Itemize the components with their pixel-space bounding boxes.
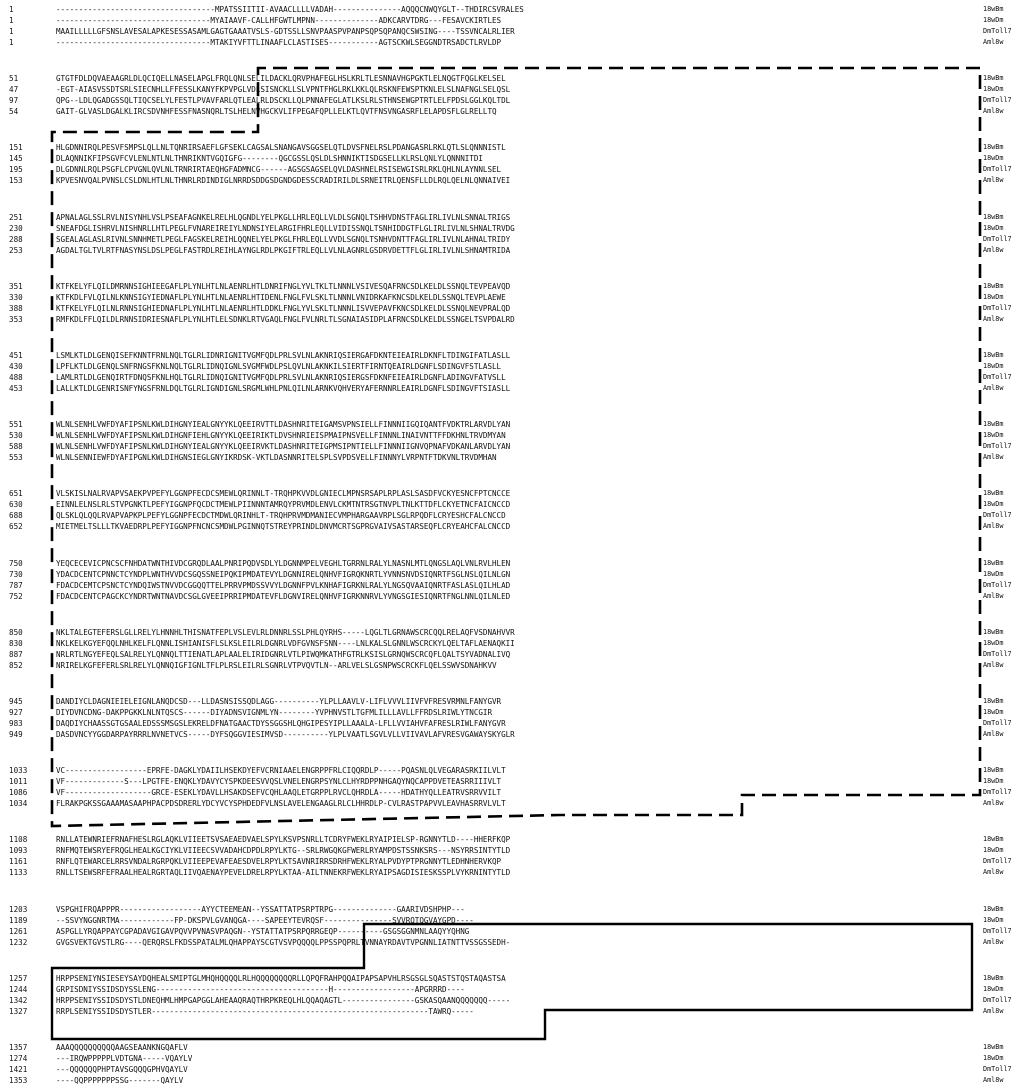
residue-number: 652	[9, 522, 23, 532]
alignment-row	[0, 292, 1029, 303]
sequence-segment: NRLRTLNGYEFEQLSALRELYLQNNQLTTIENATLAPLAALELIRIDGNRLVTLPIWQMKATHFGTRLKSISLGRNQWSCRCQFLQALTSYVADNALIVQ	[56, 649, 511, 659]
sequence-name: DmToll7	[983, 373, 1012, 381]
alignment-row	[0, 142, 1029, 153]
residue-number: 288	[9, 234, 23, 244]
sequence-name: Aml8w	[983, 107, 1004, 116]
sequence-name: DmToll7	[983, 27, 1012, 35]
sequence-segment: ----------------------------------MTAKIYVFTTLINAAFLCLASTISES-----------AGTSCKWLSEGGNDTRSADCTLRVLDP	[56, 38, 502, 47]
residue-number: 651	[9, 489, 23, 499]
sequence-segment: VSPGHIFRQAPPPR------------------AYYCTEEMEAN--YSSATTATPSRPTRPG--------------GAARIVDSHPHP---	[56, 904, 465, 914]
alignment-row	[0, 707, 1029, 718]
sequence-name: Aml8w	[983, 314, 1004, 323]
sequence-name: DmToll7	[983, 580, 1012, 589]
residue-number: 752	[9, 591, 23, 601]
residue-number: 253	[9, 245, 23, 255]
alignment-row	[0, 984, 1029, 995]
alignment-row	[0, 441, 1029, 452]
residue-number: 852	[9, 660, 23, 670]
residue-number: 430	[9, 362, 23, 371]
residue-number: 1232	[9, 937, 28, 947]
alignment-row	[0, 383, 1029, 394]
sequence-segment: GAIT-GLVASLDGALKLIRCSDVNHFESSFNASNQRLTSLHELNVHGCKVLIFPEGAFQPLLELKTLQVTFNSVNGASRFLELAPDSFLGLRELLTQ	[56, 107, 497, 117]
alignment-row	[0, 212, 1029, 223]
sequence-segment: RNLLATEWNRIEFRNAFHESLRGLAQKLVIIEETSVSAEAEDVAELSPYLKSVPSNRLLTCDRYFWEKLRYAIPIELSP-RGNNYTLD----HHERFKQP	[56, 835, 511, 845]
alignment-row	[0, 798, 1029, 809]
residue-number: 388	[9, 303, 23, 313]
alignment-row	[0, 696, 1029, 707]
residue-number: 850	[9, 627, 23, 637]
alignment-row	[0, 452, 1029, 463]
residue-number: 1033	[9, 766, 28, 776]
sequence-name: 18wDm	[983, 292, 1004, 301]
sequence-name: Aml8w	[983, 1076, 1004, 1084]
sequence-name: DmToll7	[983, 857, 1012, 866]
residue-number: 1161	[9, 857, 28, 867]
alignment-row	[0, 729, 1029, 740]
sequence-segment: VLSKISLNALRVAPVSAEKPVPEFYLGGNPFECDCSMEWLQRINNLT-TRQHPKVVDLGNIECLMPNSRSAPLRPLASLSASDFVCKYESNCFPTCNCCE	[56, 489, 511, 499]
residue-number: 51	[9, 74, 19, 84]
sequence-name: 18wDm	[983, 638, 1004, 647]
alignment-row	[0, 499, 1029, 510]
alignment-row	[0, 649, 1029, 660]
sequence-segment: DLAQNNIKFIPSGVFCVLENLNTLNLTHNRIKNTVGQIGFG--------QGCGSSLQSLDLSHNNIKTISDGSELLKLRSLQNLYLQNNNITDI	[56, 154, 483, 164]
sequence-segment: VC------------------EPRFE-DAGKLYDAIILHSEKDYEFVCRNIAAELENGRPPFRLCIQQRDLP-----PQASNLQLVEGARASRKIILVLT	[56, 766, 506, 776]
alignment-row	[0, 281, 1029, 292]
sequence-segment: ----QQPPPPPPPSSG-------QAYLV	[56, 1076, 184, 1085]
residue-number: 1086	[9, 788, 28, 798]
sequence-segment: WLNLSENHLVWFDYAFIPSNLKWLDIHGNYIEALGNYYKLQEEIRVKTLDASHNRITEIGPMSIPNTIELLFINNNIIGNVQPNAFVDKANLARVDLYAN	[56, 442, 511, 452]
residue-number: 47	[9, 85, 19, 95]
sequence-name: 18wBm	[983, 697, 1004, 705]
sequence-name: DmToll7	[983, 511, 1012, 520]
sequence-name: DmToll7	[983, 165, 1012, 174]
residue-number: 1257	[9, 973, 28, 983]
sequence-segment: NRIRELKGFEFERLSRLRELYLQNNQIGFIGNLTFLPLRSLEILRLSGNRLVTPVQVTLN--ARLVELSLGSNPWSCRCKFLQELSSWVSDNAHKVV	[56, 660, 497, 670]
sequence-name: Aml8w	[983, 1006, 1004, 1015]
sequence-name: DmToll7	[983, 719, 1012, 727]
sequence-segment: EINNLELNSLRLSTVPGNKTLPEFYIGGNPFQCDCTMEWLPIINNNTAMRQYPRVMDLENVLCKMTNTRSGTNVPLTNLKTTDFLCKYETNCFAICNCCD	[56, 500, 511, 510]
sequence-segment: QLSKLQLQQLRVAPVAPKPLPEFYLGGNPFECDCTMDWLQRINHLT-TRQHPRVMDMANIECVMPHARGAAVRPLSGLRPQDFLCRYESHCFALCNCCD	[56, 511, 506, 521]
sequence-name: 18wBm	[983, 1043, 1004, 1051]
alignment-row	[0, 223, 1029, 234]
alignment-row	[0, 915, 1029, 926]
residue-number: 730	[9, 569, 23, 579]
residue-number: 553	[9, 453, 23, 463]
sequence-name: 18wBm	[983, 143, 1004, 152]
sequence-segment: RRPLSENIYSSIDSDYSTLER-------------------------------------------------------------TAWRQ-----	[56, 1006, 474, 1016]
alignment-row	[0, 510, 1029, 521]
sequence-name: 18wBm	[983, 835, 1004, 844]
sequence-name: 18wBm	[983, 212, 1004, 221]
sequence-name: 18wDm	[983, 708, 1004, 716]
sequence-name: Aml8w	[983, 522, 1004, 531]
alignment-row	[0, 627, 1029, 638]
alignment-row	[0, 430, 1029, 441]
alignment-row	[0, 937, 1029, 948]
sequence-segment: FDACDCEMTCPSNCTCYNDQIWSTNVVDCGGQQTTELPRRVPMDSSVVYLDGNNFPVLKNHAFIGRKNLRALYLNGSQVAAIQNRTFASLASLQILHLAD	[56, 580, 511, 590]
sequence-name: 18wBm	[983, 420, 1004, 429]
sequence-segment: --SSVYNGGNRTMA------------FP-DKSPVLGVANQGA----SAPEEYTEVRQSF---------------SVVRQTQGVAYGPD----	[56, 915, 474, 925]
sequence-name: 18wDm	[983, 16, 1004, 24]
sequence-name: 18wDm	[983, 846, 1004, 855]
sequence-segment: DIYDVNCDNG-DAKPPGKKLNLNTQSCS------DIYADNSVIGNMLYN--------YVPHNVSTLTGFMLILLLAVLLFFRDSLRIWLYTNCGIR	[56, 708, 493, 717]
alignment-row	[0, 175, 1029, 186]
residue-number: 1261	[9, 926, 28, 936]
alignment-row	[0, 856, 1029, 867]
sequence-segment: GVGSVEKTGVSTLRG----QERQRSLFKDSSPATALMLQHAPPAYSCGTVSVPQQQQLPPSSPQPRLTVNNAYRDAVTVPGNNLIATNTTVSSGSSEDH-	[56, 937, 511, 947]
sequence-segment: AAAQQQQQQQQQQAAGSEAANKNGQAFLV	[56, 1043, 188, 1052]
sequence-name: Aml8w	[983, 245, 1004, 254]
sequence-name: 18wDm	[983, 362, 1004, 370]
residue-number: 353	[9, 314, 23, 324]
sequence-segment: WLNLSENHLVWFDYAFIPSNLKWLDIHGNYIEALGNYYKLQEEIRVTTLDASHNRITEIGAMSVPNSIELLFINNNIIGQIQANTFVDKTRLARVDLYAN	[56, 420, 511, 430]
alignment-row	[0, 84, 1029, 95]
alignment-row	[0, 95, 1029, 106]
residue-number: 230	[9, 223, 23, 233]
alignment-row	[0, 372, 1029, 383]
residue-number: 1093	[9, 846, 28, 856]
residue-number: 97	[9, 96, 19, 106]
sequence-segment: AGDALTGLTVLRTFNASYNSLDSLPEGLFASTRDLREIHLAYNGLRDLPKGIFTRLEQLLVLNLAGNRLGSDRVDETTFLGLIRLIVLNLSHNAMTRIDA	[56, 245, 511, 255]
residue-number: 530	[9, 431, 23, 441]
alignment-row	[0, 867, 1029, 878]
alignment-row	[0, 303, 1029, 314]
sequence-name: 18wBm	[983, 351, 1004, 359]
sequence-name: DmToll7	[983, 442, 1012, 451]
residue-number: 1353	[9, 1076, 28, 1085]
sequence-segment: ---IRQWPPPPPLVDTGNA-----VQAYLV	[56, 1054, 193, 1063]
residue-number: 1327	[9, 1006, 28, 1016]
alignment-row	[0, 153, 1029, 164]
sequence-segment: DANDIYCLDAGNIEIELEIGNLANQDCSD---LLDASNSISSQDLAGG----------YLPLLAAVLV-LIFLVVVLIIVFVFRESVRMNLFANYGVR	[56, 697, 502, 706]
alignment-row	[0, 638, 1029, 649]
alignment-row	[0, 521, 1029, 532]
sequence-segment: HLGDNNIRQLPESVFSMPSLQLLNLTQNRIRSAEFLGFSEKLCAGSALSNANGAVSGGSELQTLDVSFNELRSLPDANGASRLRKLQTLSLQNNNISTL	[56, 143, 506, 153]
residue-number: 251	[9, 212, 23, 222]
residue-number: 949	[9, 730, 23, 739]
sequence-segment: ASPGLLYRQAPPAYCGPADAVGIGAVPQVVPVNASVPAQGN--YSTATTATPSRPQRRGEQP----------GSGSGGNMNLAAQYYQHNG	[56, 926, 470, 936]
sequence-segment: -----------------------------------MPATSSIITII-AVAACLLLLVADAH---------------AQQQCNWQYGLT--THDIRCSVRALES	[56, 5, 524, 14]
sequence-name: 18wBm	[983, 281, 1004, 290]
residue-number: 1133	[9, 868, 28, 878]
sequence-segment: WLNLSENHLVWFDYAFIPSNLKWLDIHGNFIEHLGNYYKLQEEIRIKTLDVSHNRIEISPMAIPNSVELLFINNNLINAIVNTTFFDKHNLTRVDMYAN	[56, 431, 506, 441]
sequence-segment: LPFLKTLDLGENQLSNFRNGSFKNLNQLTGLRLIDNQIGNLSVGMFWDLPSLQVLNLAKNKILSIERTFIRNTQEAIRLDGNFLSDINGVFSTLASLL	[56, 362, 502, 371]
residue-number: 1342	[9, 995, 28, 1005]
sequence-name: Aml8w	[983, 176, 1004, 185]
sequence-segment: NKLKELKGYEFQQLNHLKELFLQNNLISHIANISFLSLKSLEILRLDGNRLVDFGVNSFSNN----LNLKALSLGNNLWSCRCKYLQELTAFLAENAQKII	[56, 638, 515, 648]
alignment-row	[0, 591, 1029, 602]
sequence-segment: YDACDCENTCPNNCTCYNDPLWNTHVVDCSGQSSNEIPQKIPMDATEVYLDGNNIRELQNHVFIGRQKNRTLYVNNSNVDSIQNRTFSGLNSLQILNLGN	[56, 569, 511, 579]
alignment-row	[0, 558, 1029, 569]
sequence-name: DmToll7	[983, 303, 1012, 312]
sequence-name: Aml8w	[983, 868, 1004, 877]
alignment-row	[0, 569, 1029, 580]
sequence-segment: GTGTFDLDQVAEAAGRLDLQCIQELLNASELAPGLFRQLQNLSELILDACKLQRVPHAFEGLHSLKRLTLESNNAVHGPGKTLELNQGTFQGLKELSEL	[56, 74, 506, 84]
sequence-name: Aml8w	[983, 730, 1004, 738]
sequence-name: Aml8w	[983, 384, 1004, 392]
sequence-name: Aml8w	[983, 799, 1004, 808]
sequence-segment: DASDVNCYYGGDARPAYRRRLNVNETVCS-----DYFSQGGVIESIMVSD----------YLPLVAATLSGVLVLLVIIVAVLAFVRESVGAWAYSKYGLR	[56, 730, 515, 739]
residue-number: 1	[9, 16, 14, 25]
residue-number: 1	[9, 27, 14, 36]
sequence-segment: KPVESNVQALPVNSLCSLDNLHTLNLTHNRLRDINDIGLNRRDSDDGSDGNDGDESSCRADIRILDLSRNEITRLQENSFLLDLRQLQELNLQNNAIVEI	[56, 176, 511, 186]
alignment-row	[0, 4, 1029, 15]
sequence-name: Aml8w	[983, 591, 1004, 600]
residue-number: 1357	[9, 1043, 28, 1052]
sequence-name: 18wDm	[983, 223, 1004, 232]
sequence-name: 18wDm	[983, 431, 1004, 440]
alignment-row	[0, 361, 1029, 372]
alignment-row	[0, 834, 1029, 845]
sequence-segment: YEQCECEVICPNCSCFNHDATWNTHIVDCGRQDLAALPNRIPQDVSDLYLDGNNMPELVEGHLTGRRNLRALYLNASNLMTLQNGSLAQLVNLRVLHLEN	[56, 558, 511, 568]
sequence-name: DmToll7	[983, 926, 1012, 935]
alignment-row	[0, 488, 1029, 499]
sequence-segment: RNLLTSEWSRFEFRAALHEALRGRTAQLIIVQAENAYPEVELDRELRPYLKTAA-AILTNNEKRFWEKLRYAIPSAGDISIESKSSPLVYKRNINTYTLD	[56, 868, 511, 878]
residue-number: 330	[9, 292, 23, 302]
sequence-name: 18wBm	[983, 558, 1004, 567]
sequence-name: DmToll7	[983, 995, 1012, 1004]
sequence-segment: HRPPSENIYNSIESEYSAYDQHEALSMIPTGLMHQHQQQQLRLHQQQQQQQQRLLQPQFRAHPQQAIPAPSAPVHLRSGSGLSQASTSTQSTAQASTSA	[56, 973, 506, 983]
sequence-segment: KTFKELYFLQILNLRNNSIGHIEDNAFLPLYNLHTLNLAENRLHTLDDKLFNGLYVLSKLTLNNNLISVVEPAVFKNCSDLKELDLSSNQLNEVPRALQD	[56, 303, 511, 313]
residue-number: 151	[9, 143, 23, 153]
sequence-name: 18wDm	[983, 154, 1004, 163]
residue-number: 887	[9, 649, 23, 659]
sequence-name: DmToll7	[983, 788, 1012, 797]
sequence-name: Aml8w	[983, 38, 1004, 46]
sequence-segment: SNEAFDGLISHRVLNISHNRLLHTLPEGLFVNAREIREIYLNDNSIYELARGIFHRLEQLLVIDISSNQLTSNHIDDGTFLGLIRLIVLNLSHNALTRVDG	[56, 223, 515, 233]
sequence-segment: LAMLRTLDLGENQIRTFDNQSFKNLHQLTGLRLIDNQIGNITVGMFQDLPRLSVLNLAKNRIQSIERGSFDKNFEIEAIRLDGNFLADINGVFATVSLL	[56, 373, 506, 382]
sequence-segment: ----------------------------------MYAIAAVF-CALLHFGWTLMPNN--------------ADKCARVTDRG---FESAVCKIRTLES	[56, 16, 502, 25]
sequence-segment: RNFMQTEWSRYEFRQGLHEALKGCIYKLVIIEECSVVADAHCDPDLRPYLKTG--SRLRWGQKGFWERLRYAMPDSTSSNKSRS---NSYRRSINTYTLD	[56, 846, 511, 856]
sequence-name: DmToll7	[983, 1065, 1012, 1073]
alignment-row	[0, 1064, 1029, 1075]
residue-number: 551	[9, 420, 23, 430]
residue-number: 145	[9, 154, 23, 164]
residue-number: 153	[9, 176, 23, 186]
residue-number: 451	[9, 351, 23, 360]
residue-number: 1	[9, 5, 14, 14]
sequence-name: Aml8w	[983, 453, 1004, 462]
alignment-row	[0, 245, 1029, 256]
residue-number: 1189	[9, 915, 28, 925]
sequence-segment: DLGDNNLRQLPSGFLCPVGNLQVLNLTRNRIRTAEQHGFADMNCG------AGSGSAGSELQVLDASHNELRSISEWGISRLRKLQHLNLAYNNLSEL	[56, 165, 502, 175]
alignment-row	[0, 419, 1029, 430]
alignment-row	[0, 350, 1029, 361]
sequence-name: 18wDm	[983, 569, 1004, 578]
sequence-segment: NKLTALEGTEFERSLGLLRELYLHNNHLTHISNATFEPLVSLEVLRLDNNRLSSLPHLQYRHS-----LQGLTLGRNAWSCRCQQLRELAQFVSDNAHVVR	[56, 627, 515, 637]
sequence-name: 18wDm	[983, 915, 1004, 924]
alignment-row	[0, 1075, 1029, 1086]
alignment-row	[0, 787, 1029, 798]
residue-number: 1244	[9, 984, 28, 994]
sequence-segment: QPG--LDLQGADGSSQLTIQCSELYLFESTLPVAVFARLQTLEALRLDSCKLLQLPNNAFEGLATLKSLRLSTHNSEWGPTRTLELFPDSLGGLKQLTDL	[56, 96, 511, 106]
sequence-segment: APNALAGLSSLRVLNISYNHLVSLPSEAFAGNKELRELHLQGNDLYELPKGLLHRLEQLLVLDLSGNQLTSHHVDNSTFAGLIRLIVLNLSNNALTRIGS	[56, 212, 511, 222]
alignment-row	[0, 1042, 1029, 1053]
sequence-name: 18wDm	[983, 984, 1004, 993]
alignment-row	[0, 995, 1029, 1006]
sequence-segment: MIETMELTSLLLTKVAEDRPLPEFYIGGNPFNCNCSMDWLPGINNQTSTREYPRINDLDNVMCRTSGPRGVAIVSASTARSEQFLCRYEAHCFALCNCCD	[56, 522, 511, 532]
residue-number: 351	[9, 281, 23, 291]
alignment-row	[0, 106, 1029, 117]
sequence-name: 18wBm	[983, 627, 1004, 636]
residue-number: 1274	[9, 1054, 28, 1063]
residue-number: 54	[9, 107, 19, 117]
alignment-row	[0, 718, 1029, 729]
sequence-segment: KTFKDLFVLQILNLKNNSIGYIEDNAFLPLYNLHTLNLAENRLHTIDENLFNGLFVLSKLTLNNNLVNIDRKAFKNCSDLKELDLSSNQLTEVPLAEWE	[56, 292, 506, 302]
residue-number: 1034	[9, 799, 28, 809]
residue-number: 1	[9, 38, 14, 47]
sequence-segment: FLRAKPGKSSGAAAMASAAPHPACPDSDRERLYDCYVCYSPHDEDFVLNSLAVELENGAAGLRLCLHHRDLP-CVLRASTPAPVVLEAVHASRRVLVLT	[56, 799, 506, 809]
alignment-row	[0, 845, 1029, 856]
residue-number: 750	[9, 558, 23, 568]
sequence-segment: RNFLQTEWARCELRRSVNDALRGRPQKLVIIEEPEVAFEAESDVELRPYLKTSAVNRIRRSDRHFWEKLRYALPVDYPTPRGNNYTLEDHNHERVKQP	[56, 857, 502, 867]
sequence-name: 18wBm	[983, 5, 1004, 13]
alignment-row	[0, 314, 1029, 325]
residue-number: 453	[9, 384, 23, 393]
alignment-row	[0, 765, 1029, 776]
sequence-segment: FDACDCENTCPAGCKCYNDRTWNTNAVDCSGLGVEEIPRRIPMDATEVFLDGNVIRELQNHVFIGRKNNRVLYVNGSGIESIQNRTFNGLNNLQILNLED	[56, 591, 511, 601]
residue-number: 630	[9, 500, 23, 510]
residue-number: 787	[9, 580, 23, 590]
residue-number: 195	[9, 165, 23, 175]
alignment-row	[0, 660, 1029, 671]
residue-number: 488	[9, 373, 23, 382]
alignment-row	[0, 776, 1029, 787]
residue-number: 983	[9, 719, 23, 728]
alignment-row	[0, 1053, 1029, 1064]
sequence-name: DmToll7	[983, 649, 1012, 658]
residue-number: 688	[9, 511, 23, 521]
sequence-name: Aml8w	[983, 937, 1004, 946]
sequence-name: DmToll7	[983, 234, 1012, 243]
sequence-name: 18wBm	[983, 904, 1004, 913]
sequence-segment: LALLKTLDLGENRISNFYNGSFRNLDQLTGLRLIGNDIGNLSRGMLWHLPNLQILNLARNKVQHVERYAFERNNRLEAIRLDGNFLSDINGVFTSIASLL	[56, 384, 511, 393]
sequence-name: 18wDm	[983, 777, 1004, 786]
sequence-name: 18wDm	[983, 1054, 1004, 1062]
sequence-name: 18wBm	[983, 973, 1004, 982]
alignment-row	[0, 973, 1029, 984]
alignment-row	[0, 580, 1029, 591]
sequence-segment: DAQDIYCHAASSGTGSAALEDSSSMSGSLEKRELDFNATGAACTDYSSGGSHLQHGIPESYIPLLAAALA-LFLLVVIAHVFAFRESLRIWLFANYGVR	[56, 719, 506, 728]
alignment-row	[0, 15, 1029, 26]
residue-number: 1421	[9, 1065, 28, 1074]
sequence-name: DmToll7	[983, 96, 1012, 105]
alignment-row	[0, 73, 1029, 84]
sequence-segment: RMFKDLFFLQILDLRNNSIDRIESNAFLPLYNLHTLELSDNKLRTVGAQLFNGLFVLNRLTLSGNAIASIDPLAFRNCSDLKELDLSSNGELTSVPDALRD	[56, 314, 515, 324]
alignment-row	[0, 904, 1029, 915]
alignment-row	[0, 1006, 1029, 1017]
residue-number: 1108	[9, 835, 28, 845]
sequence-name: 18wBm	[983, 766, 1004, 775]
sequence-segment: WLNLSENNIEWFDYAFIPGNLKWLDIHGNSIEGLGNYIKRDSK-VKTLDASNNRITELSPLSVPDSVELLFINNNYLVRPNTFTDKVNLTRVDMHAN	[56, 453, 497, 463]
alignment-row	[0, 164, 1029, 175]
sequence-name: 18wDm	[983, 85, 1004, 94]
sequence-name: Aml8w	[983, 660, 1004, 669]
sequence-segment: HRPPSENIYSSIDSDYSTLDNEQHMLHMPGAPGGLAHEAAQRAQTHRPKREQLHLQQAQAGTL----------------GSKASQAANQQQQQQQ-----	[56, 995, 511, 1005]
residue-number: 830	[9, 638, 23, 648]
sequence-segment: SGEALAGLASLRIVNLSNNHMETLPEGLFAGSKELREIHLQQNELYELPKGLFHRLEQLLVVDLSGNQLTSNHVDNTTFAGLIRLIVLNLAHNALTRIDY	[56, 234, 511, 244]
sequence-name: 18wDm	[983, 500, 1004, 509]
residue-number: 1011	[9, 777, 28, 787]
sequence-segment: VF-------------S---LPGTFE-ENQKLYDAVYCYSPKDEESVVQSLVNELENGRPSYNLCLHYRDPPNHGAQYNQCAPPDVETEASRRIIIVLT	[56, 777, 502, 787]
residue-number: 945	[9, 697, 23, 706]
alignment-row	[0, 926, 1029, 937]
residue-number: 1203	[9, 904, 28, 914]
alignment-row	[0, 26, 1029, 37]
sequence-segment: GRPISDNIYSSIDSDYSSLENG--------------------------------------H------------------APGRRRD----	[56, 984, 465, 994]
alignment-row	[0, 234, 1029, 245]
alignment-row	[0, 37, 1029, 48]
sequence-segment: LSMLKTLDLGENQISEFKNNTFRNLNQLTGLRLIDNRIGNITVGMFQDLPRLSVLNLAKNRIQSIERGAFDKNTEIEAIRLDKNFLTDINGIFATLASLL	[56, 351, 511, 360]
sequence-segment: -EGT-AIASVSSDTSRLSIECNHLLFFESSLKANYFKPVPGLVDLSISNCKLLSLVPNTFHGLRKLKKLQLRSKNFEWSPTKNLELSLNAFNGLSELQSL	[56, 85, 511, 95]
residue-number: 927	[9, 708, 23, 717]
residue-number: 588	[9, 442, 23, 452]
sequence-segment: ---QQQQQQPHPTAVSGQQQGPHVQAYLV	[56, 1065, 188, 1074]
sequence-segment: KTFKELYFLQILDMRNNSIGHIEEGAFLPLYNLHTLNLAENRLHTLDNRIFNGLYVLTKLTLNNNLVSIVESQAFRNCSDLKELDLSSNQLTEVPEAVQD	[56, 281, 511, 291]
sequence-segment: MAAILLLLLGFSNSLAVESALAPKESESSASAMLGAGTGAAATVSLS-GDTSSLLSNVPAASPVPANPSQPSQPANQCSWSING----TSSVNCALRLIER	[56, 27, 515, 36]
sequence-segment: VF-------------------GRCE-ESEKLYDAVLLHSAKDSEFVCQHLAAQLETGRPPLRVCLQHRDLA-----HDATHYQLLEATRVSRRVVILT	[56, 788, 502, 798]
sequence-name: 18wBm	[983, 489, 1004, 498]
sequence-name: 18wBm	[983, 74, 1004, 83]
